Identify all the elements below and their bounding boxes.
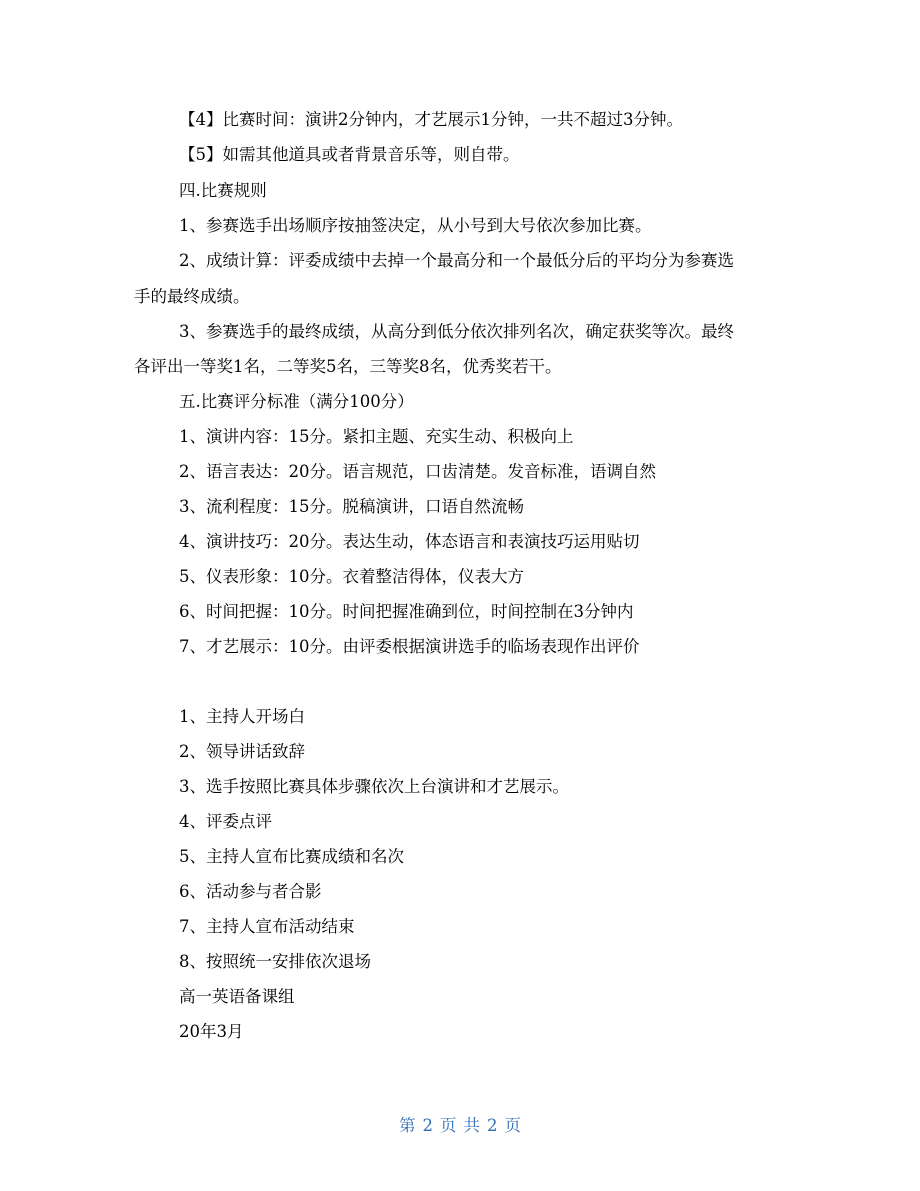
text-line-competition-time: 【4】比赛时间：演讲2分钟内，才艺展示1分钟，一共不超过3分钟。 [179,110,683,129]
text-line-date: 20年3月 [179,1022,244,1041]
text-line-score-2: 2、语言表达：20分。语言规范，口齿清楚。发音标准，语调自然 [179,462,656,481]
text-line-props-music: 【5】如需其他道具或者背景音乐等，则自带。 [179,145,520,164]
text-line-rule-1: 1、参赛选手出场顺序按抽签决定，从小号到大号依次参加比赛。 [179,216,652,235]
text-line-score-3: 3、流利程度：15分。脱稿演讲，口语自然流畅 [179,497,524,516]
text-line-step-3: 3、选手按照比赛具体步骤依次上台演讲和才艺展示。 [179,777,569,796]
text-line-signature-group: 高一英语备课组 [179,987,295,1006]
text-line-step-7: 7、主持人宣布活动结束 [179,917,355,936]
text-line-score-5: 5、仪表形象：10分。衣着整洁得体，仪表大方 [179,567,524,586]
footer-total-pages: 2 [487,1116,498,1135]
footer-label-total-unit: 页 [504,1116,521,1135]
footer-label-page-unit: 页 [440,1116,457,1135]
page-footer [0,1116,920,1136]
text-line-score-7: 7、才艺展示：10分。由评委根据演讲选手的临场表现作出评价 [179,637,640,656]
footer-page-number: 2 [422,1116,433,1135]
footer-label-total: 共 [463,1116,480,1135]
text-line-step-8: 8、按照统一安排依次退场 [179,952,371,971]
text-line-rule-2-cont: 手的最终成绩。 [134,287,250,306]
footer-label-page: 第 [399,1116,416,1135]
text-line-score-4: 4、演讲技巧：20分。表达生动，体态语言和表演技巧运用贴切 [179,532,640,551]
text-line-step-5: 5、主持人宣布比赛成绩和名次 [179,847,404,866]
text-line-score-1: 1、演讲内容：15分。紧扣主题、充实生动、积极向上 [179,427,574,446]
text-line-step-4: 4、评委点评 [179,812,272,831]
text-line-step-6: 6、活动参与者合影 [179,882,322,901]
text-line-step-2: 2、领导讲话致辞 [179,742,305,761]
text-line-score-6: 6、时间把握：10分。时间把握准确到位，时间控制在3分钟内 [179,602,634,621]
section-heading-rules: 四.比赛规则 [179,181,267,200]
text-line-step-1: 1、主持人开场白 [179,707,305,726]
section-heading-scoring: 五.比赛评分标准（满分100分） [179,392,414,411]
text-line-rule-3-cont: 各评出一等奖1名，二等奖5名，三等奖8名，优秀奖若干。 [134,357,562,376]
text-line-rule-3: 3、参赛选手的最终成绩，从高分到低分依次排列名次，确定获奖等次。最终 [179,322,734,341]
text-line-rule-2: 2、成绩计算：评委成绩中去掉一个最高分和一个最低分后的平均分为参赛选 [179,251,734,270]
